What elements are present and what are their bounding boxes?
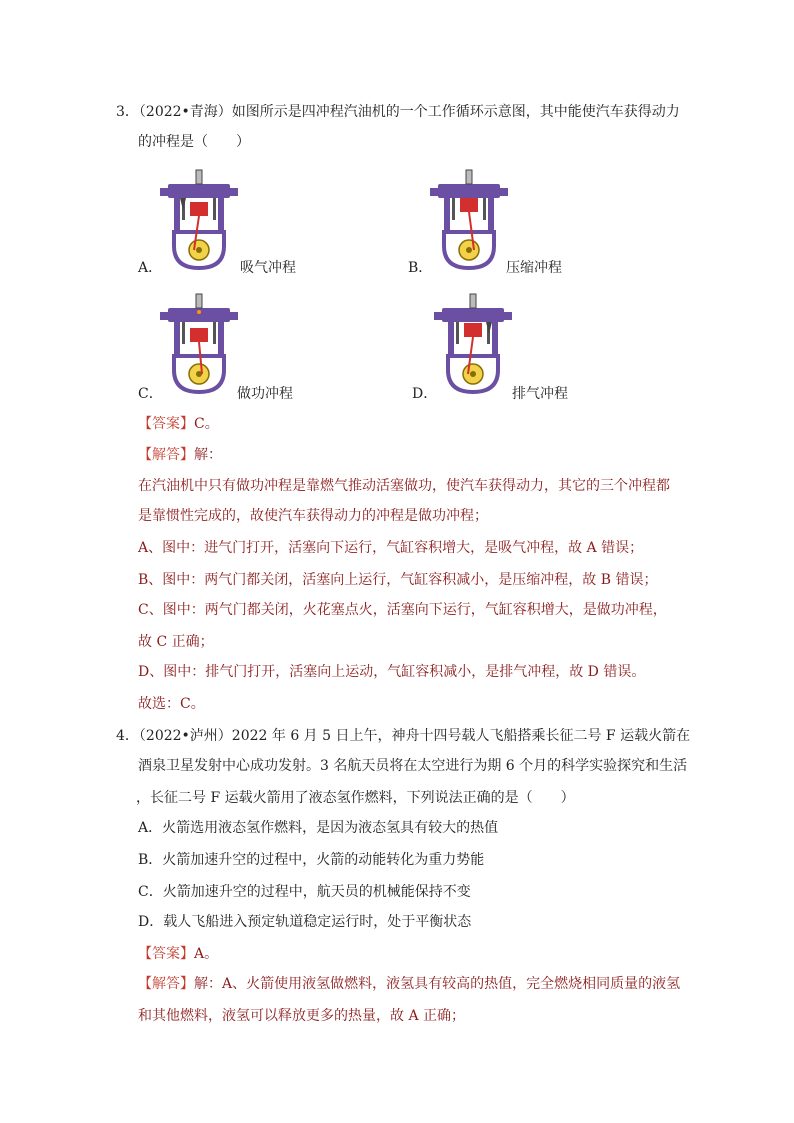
q3-option-b-name: 压缩冲程 [506,260,562,276]
q3-analysis-line: 故选：C。 [138,696,205,712]
q3-analysis-line: C、图中：两气门都关闭，火花塞点火，活塞向下运行，气缸容积增大，是做功冲程， [138,602,667,618]
q3-analysis-line: 在汽油机中只有做功冲程是靠燃气推动活塞做功，使汽车获得动力，其它的三个冲程都 [138,478,670,494]
q3-analysis-line: A、图中：进气门打开，活塞向下运行，气缸容积增大，是吸气冲程，故 A 错误； [138,540,644,556]
q4-analysis-line-1 [138,974,680,994]
q4-answer [138,944,218,964]
q3-option-d-name: 排气冲程 [512,386,568,402]
q4-stem-line-3: ，长征二号 F 运载火箭用了液态氢作燃料，下列说法正确的是（ ） [136,790,575,806]
q3-option-b-letter: B． [408,260,433,276]
q3-answer-value: C。 [194,416,219,432]
exhaust-stroke-diagram [434,290,512,394]
q3-option-d-letter: D． [412,386,438,402]
intake-stroke-diagram [160,166,238,270]
q4-analysis-tag: 【解答】 [138,976,194,992]
q3-analysis-line: B、图中：两气门都关闭，活塞向上运行，气缸容积减小，是压缩冲程，故 B 错误； [138,572,658,588]
q3-analysis-header [138,445,222,465]
q3-analysis-line: 故 C 正确； [138,634,214,650]
q4-answer-tag: 【答案】 [138,946,194,962]
q4-option-b: B．火箭加速升空的过程中，火箭的动能转化为重力势能 [138,852,485,868]
q3-option-c-name: 做功冲程 [237,386,293,402]
q3-option-a-letter: A． [138,260,163,276]
q3-stem-line-1: 3．（2022•青海）如图所示是四冲程汽油机的一个工作循环示意图，其中能使汽车获得动力 [116,104,680,120]
q3-analysis-head: 解： [194,447,222,463]
q4-answer-value: A。 [194,946,219,962]
q4-stem-line-2: 酒泉卫星发射中心成功发射。3 名航天员将在太空进行为期 6 个月的科学实验探究和生活 [138,758,688,774]
q3-option-a-name: 吸气冲程 [240,260,296,276]
q4-analysis-line-2: 和其他燃料，液氢可以释放更多的热量，故 A 正确； [138,1008,466,1024]
q4-option-c: C．火箭加速升空的过程中，航天员的机械能保持不变 [138,884,471,900]
q3-analysis-line: D、图中：排气门打开，活塞向上运动，气缸容积减小，是排气冲程，故 D 错误。 [138,664,646,680]
power-stroke-diagram [160,290,238,394]
q4-analysis-text: 解：A、火箭使用液氢做燃料，液氢具有较高的热值，完全燃烧相同质量的液氢 [194,976,681,992]
q4-option-d: D．载人飞船进入预定轨道稳定运行时，处于平衡状态 [138,914,472,930]
q3-answer [138,414,219,434]
q3-answer-tag: 【答案】 [138,416,194,432]
compression-stroke-diagram [430,166,508,270]
q3-option-c-letter: C． [138,386,163,402]
q3-analysis-line: 是靠惯性完成的，故使汽车获得动力的冲程是做功冲程； [138,508,488,524]
q4-stem-line-1: 4．（2022•泸州）2022 年 6 月 5 日上午，神舟十四号载人飞船搭乘长征二号 F 运载火箭在 [116,728,691,744]
q3-analysis-tag: 【解答】 [138,447,194,463]
q4-option-a: A．火箭选用液态氢作燃料，是因为液态氢具有较大的热值 [138,820,499,836]
q3-stem-line-2: 的冲程是（ ） [138,134,250,150]
